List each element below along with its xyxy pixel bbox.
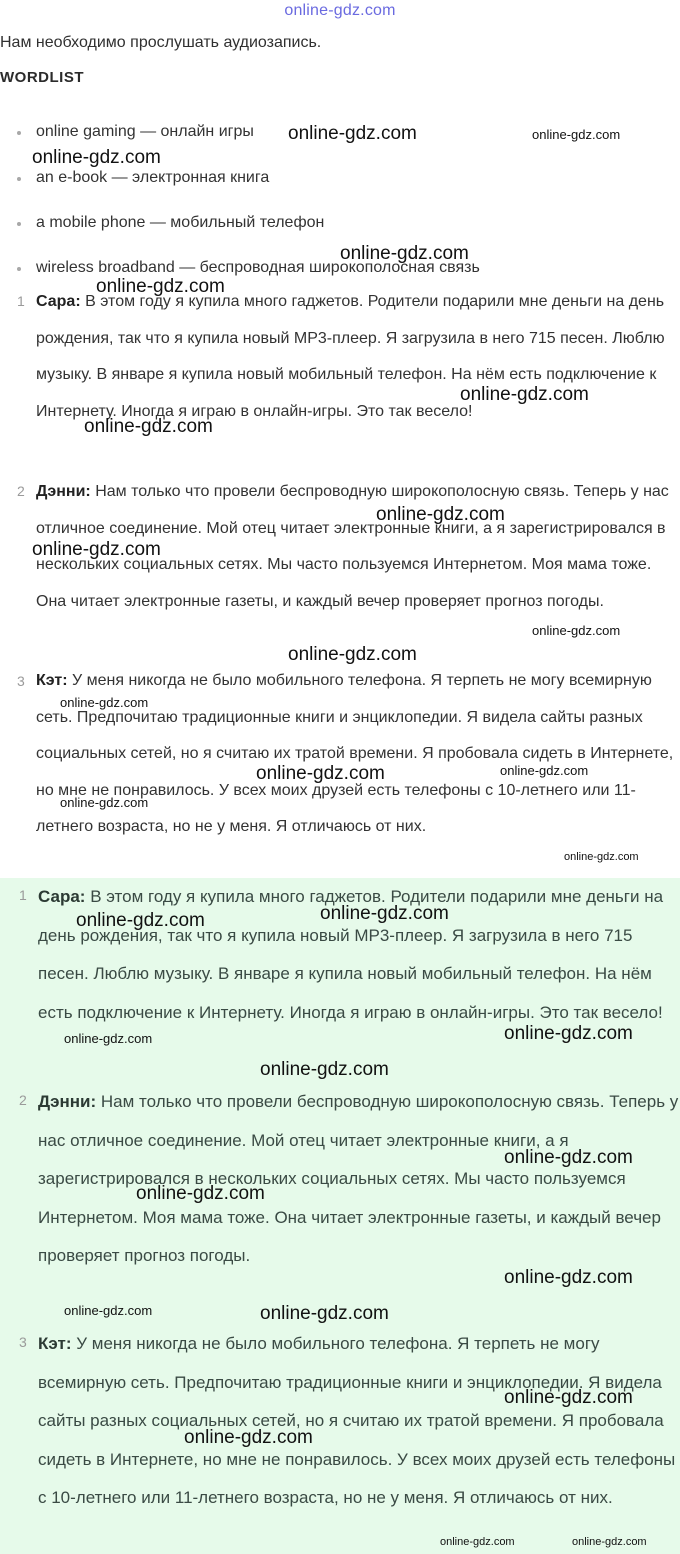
watermark: online-gdz.com	[564, 851, 639, 863]
watermark: online-gdz.com	[288, 644, 417, 665]
story-number: 3	[19, 1334, 27, 1350]
wordlist-item: an e-book — электронная книга	[36, 169, 270, 186]
watermark: online-gdz.com	[136, 1183, 265, 1204]
watermark: online-gdz.com	[64, 1031, 153, 1046]
watermark: online-gdz.com	[60, 695, 149, 710]
story-paragraph	[36, 663, 680, 846]
speaker-name: Кэт:	[36, 672, 68, 689]
story-paragraph	[38, 1083, 680, 1276]
intro-text: Нам необходимо прослушать аудиозапись.	[0, 34, 322, 51]
story-text: У меня никогда не было мобильного телефона. Я терпеть не могу всемирную сеть. Предпочитаю традиционные книги и энциклопедии. Я видела сайты разных социальных сетей, но я считаю их тратой времени. Я пробовала сидеть в Интернете, но мне не понравилось. У всех моих друзей есть телефоны с 10-летнего или 11-летнего возраста, но не у меня. Я отличаюсь от них.	[36, 672, 674, 835]
bullet-icon	[17, 267, 21, 271]
speaker-name: Дэнни:	[36, 483, 91, 500]
watermark: online-gdz.com	[256, 763, 385, 784]
watermark: online-gdz.com	[572, 1536, 647, 1548]
watermark: online-gdz.com	[96, 276, 225, 297]
watermark: online-gdz.com	[76, 910, 205, 931]
watermark: online-gdz.com	[260, 1059, 389, 1080]
watermark: online-gdz.com	[532, 623, 621, 638]
watermark: online-gdz.com	[260, 1303, 389, 1324]
watermark: online-gdz.com	[84, 416, 213, 437]
speaker-name: Кэт:	[38, 1334, 72, 1353]
speaker-name: Дэнни:	[38, 1092, 97, 1111]
watermark: online-gdz.com	[32, 539, 161, 560]
watermark: online-gdz.com	[320, 903, 449, 924]
watermark: online-gdz.com	[340, 243, 469, 264]
story-paragraph	[38, 1325, 680, 1518]
watermark: online-gdz.com	[376, 504, 505, 525]
header-watermark: online-gdz.com	[284, 2, 396, 19]
bullet-icon	[17, 177, 21, 181]
story-text: В этом году я купила много гаджетов. Родители подарили мне деньги на день рождения, так что я купила новый MP3-плеер. Я загрузила в него 715 песен. Люблю музыку. В январе я купила новый мобильный телефон. На нём есть подключение к Интернету. Иногда я играю в онлайн-игры. Это так весело!	[38, 887, 664, 1022]
story-number: 2	[19, 1092, 27, 1108]
watermark: online-gdz.com	[504, 1267, 633, 1288]
watermark: online-gdz.com	[460, 384, 589, 405]
watermark: online-gdz.com	[32, 147, 161, 168]
watermark: online-gdz.com	[64, 1303, 153, 1318]
story-number: 2	[17, 483, 25, 499]
story-paragraph	[38, 878, 680, 1032]
wordlist-item: a mobile phone — мобильный телефон	[36, 214, 325, 231]
story-number: 1	[19, 887, 27, 903]
story-paragraph	[36, 284, 680, 430]
story-text: У меня никогда не было мобильного телефона. Я терпеть не могу всемирную сеть. Предпочитаю традиционные книги и энциклопедии. Я видела сайты разных социальных сетей, но я считаю их тратой времени. Я пробовала сидеть в Интернете, но мне не понравилось. У всех моих друзей есть телефоны с 10-летнего или 11-летнего возраста, но не у меня. Я отличаюсь от них.	[38, 1334, 676, 1507]
story-text: В этом году я купила много гаджетов. Родители подарили мне деньги на день рождения, так что я купила новый MP3-плеер. Я загрузила в него 715 песен. Люблю музыку. В январе я купила новый мобильный телефон. На нём есть подключение к Интернету. Иногда я играю в онлайн-игры. Это так весело!	[36, 293, 665, 420]
bullet-icon	[17, 131, 21, 135]
watermark: online-gdz.com	[532, 127, 621, 142]
wordlist-item: online gaming — онлайн игры	[36, 123, 254, 140]
watermark: online-gdz.com	[288, 123, 417, 144]
watermark: online-gdz.com	[60, 795, 149, 810]
watermark: online-gdz.com	[500, 763, 589, 778]
watermark: online-gdz.com	[504, 1023, 633, 1044]
story-number: 3	[17, 673, 25, 689]
watermark: online-gdz.com	[504, 1147, 633, 1168]
speaker-name: Сара:	[38, 887, 86, 906]
speaker-name: Сара:	[36, 293, 81, 310]
wordlist-title: WORDLIST	[0, 69, 84, 86]
story-text: Нам только что провели беспроводную широкополосную связь. Теперь у нас отличное соединение. Мой отец читает электронные книги, а я зарегистрировался в нескольких социальных сетях. Мы часто пользуемся Интернетом. Моя мама тоже. Она читает электронные газеты, и каждый вечер проверяет прогноз погоды.	[36, 483, 669, 610]
bullet-icon	[17, 222, 21, 226]
wordlist-item: wireless broadband — беспроводная широкополосная связь	[36, 259, 480, 276]
watermark: online-gdz.com	[504, 1387, 633, 1408]
watermark: online-gdz.com	[184, 1427, 313, 1448]
story-text: Нам только что провели беспроводную широкополосную связь. Теперь у нас отличное соединение. Мой отец читает электронные книги, а я зарегистрировался в нескольких социальных сетях. Мы часто пользуемся Интернетом. Моя мама тоже. Она читает электронные газеты, и каждый вечер проверяет прогноз погоды.	[38, 1092, 679, 1265]
watermark: online-gdz.com	[440, 1536, 515, 1548]
story-number: 1	[17, 293, 25, 309]
